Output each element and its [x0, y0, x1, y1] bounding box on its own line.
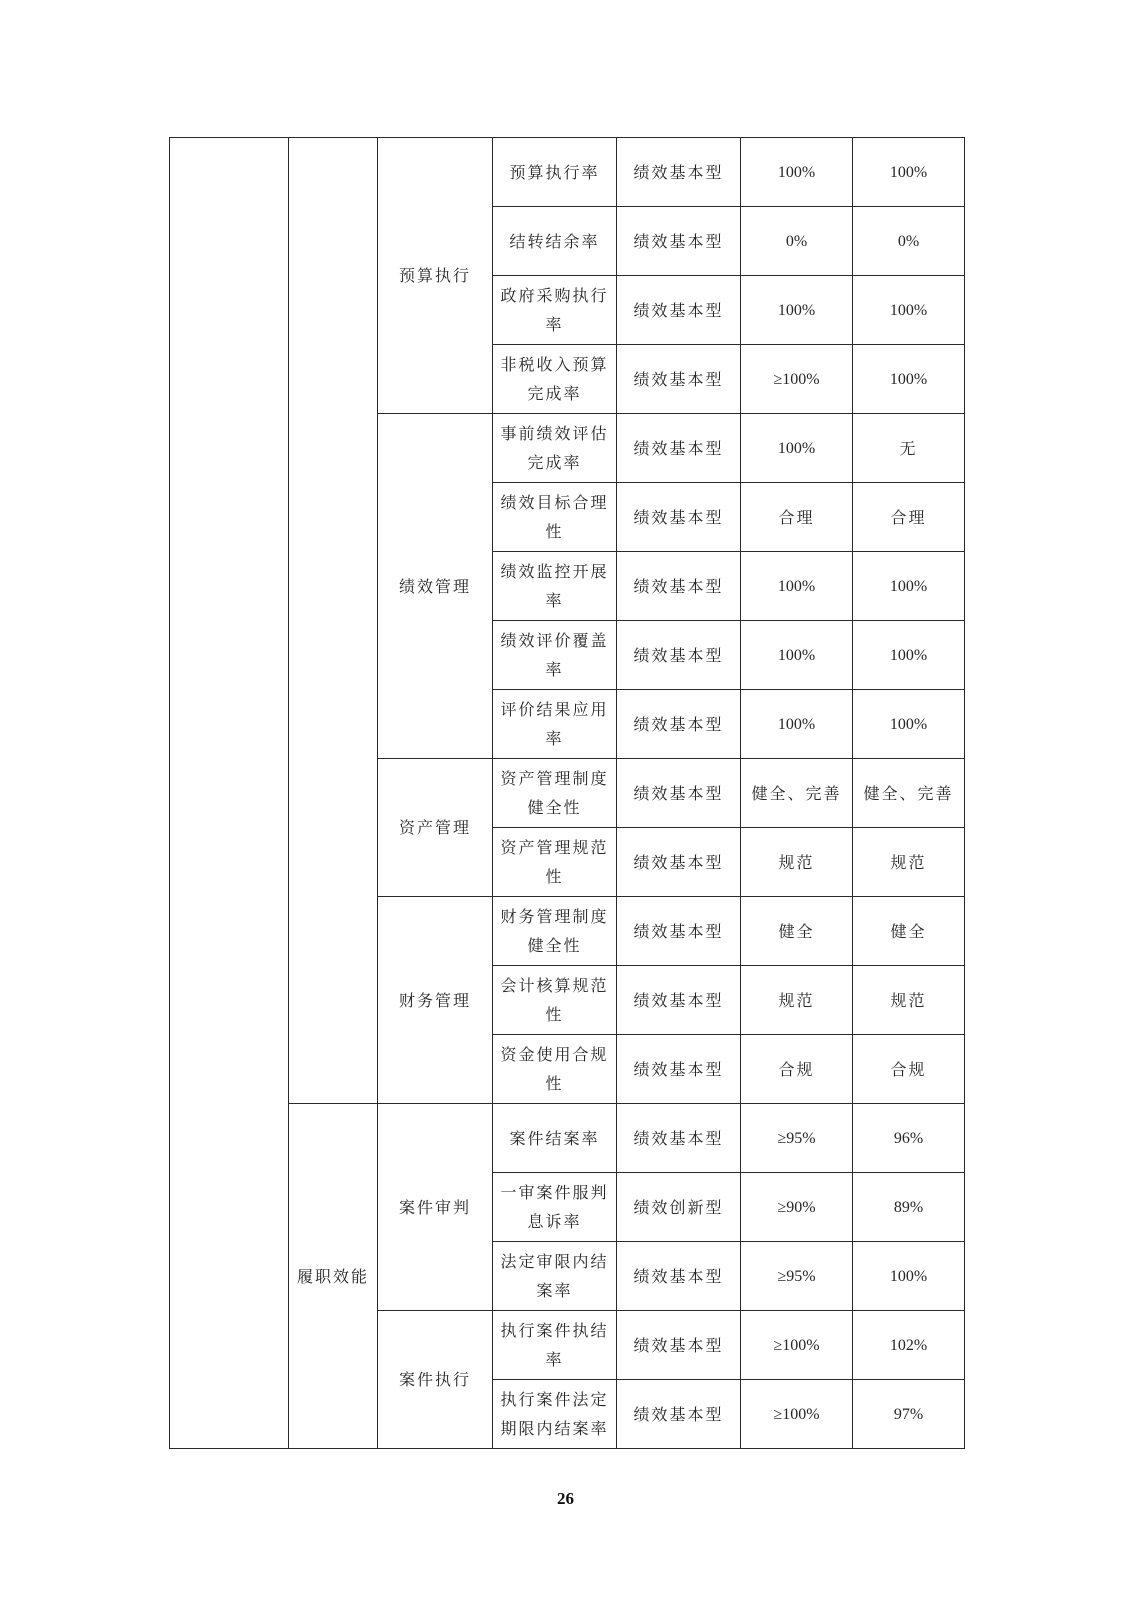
indicator-cell: 执行案件法定期限内结案率 — [493, 1380, 617, 1449]
indicator-cell: 财务管理制度健全性 — [493, 897, 617, 966]
target-cell: 100% — [741, 690, 853, 759]
level3-cell-case-execution: 案件执行 — [378, 1311, 493, 1449]
actual-cell: 100% — [853, 552, 965, 621]
actual-cell: 100% — [853, 138, 965, 207]
target-cell: 100% — [741, 414, 853, 483]
actual-cell: 0% — [853, 207, 965, 276]
level3-cell-budget-execution: 预算执行 — [378, 138, 493, 414]
actual-cell: 规范 — [853, 966, 965, 1035]
actual-cell: 无 — [853, 414, 965, 483]
indicator-cell: 非税收入预算完成率 — [493, 345, 617, 414]
type-cell: 绩效基本型 — [617, 966, 741, 1035]
target-cell: 规范 — [741, 966, 853, 1035]
actual-cell: 健全 — [853, 897, 965, 966]
indicator-cell: 资产管理规范性 — [493, 828, 617, 897]
target-cell: 100% — [741, 276, 853, 345]
indicator-cell: 一审案件服判息诉率 — [493, 1173, 617, 1242]
type-cell: 绩效基本型 — [617, 1311, 741, 1380]
level3-cell-asset-management: 资产管理 — [378, 759, 493, 897]
indicator-cell: 法定审限内结案率 — [493, 1242, 617, 1311]
target-cell: ≥90% — [741, 1173, 853, 1242]
type-cell: 绩效基本型 — [617, 1035, 741, 1104]
level3-cell-case-trial: 案件审判 — [378, 1104, 493, 1311]
indicator-cell: 绩效评价覆盖率 — [493, 621, 617, 690]
level3-cell-financial-management: 财务管理 — [378, 897, 493, 1104]
actual-cell: 89% — [853, 1173, 965, 1242]
indicator-cell: 绩效目标合理性 — [493, 483, 617, 552]
indicator-cell: 事前绩效评估完成率 — [493, 414, 617, 483]
type-cell: 绩效基本型 — [617, 414, 741, 483]
actual-cell: 合理 — [853, 483, 965, 552]
indicator-cell: 评价结果应用率 — [493, 690, 617, 759]
type-cell: 绩效基本型 — [617, 690, 741, 759]
target-cell: 0% — [741, 207, 853, 276]
target-cell: 100% — [741, 138, 853, 207]
type-cell: 绩效基本型 — [617, 621, 741, 690]
actual-cell: 100% — [853, 1242, 965, 1311]
target-cell: ≥100% — [741, 1311, 853, 1380]
indicator-table — [169, 137, 965, 1449]
type-cell: 绩效基本型 — [617, 207, 741, 276]
indicator-cell: 执行案件执结率 — [493, 1311, 617, 1380]
indicator-cell: 绩效监控开展率 — [493, 552, 617, 621]
indicator-cell: 政府采购执行率 — [493, 276, 617, 345]
target-cell: ≥100% — [741, 345, 853, 414]
level3-cell-performance-management: 绩效管理 — [378, 414, 493, 759]
indicator-cell: 预算执行率 — [493, 138, 617, 207]
type-cell: 绩效基本型 — [617, 276, 741, 345]
actual-cell: 102% — [853, 1311, 965, 1380]
type-cell: 绩效基本型 — [617, 483, 741, 552]
actual-cell: 100% — [853, 345, 965, 414]
type-cell: 绩效基本型 — [617, 1104, 741, 1173]
level1-cell — [170, 138, 289, 1449]
target-cell: 合规 — [741, 1035, 853, 1104]
level2-cell — [289, 138, 378, 1104]
target-cell: 100% — [741, 621, 853, 690]
target-cell: ≥100% — [741, 1380, 853, 1449]
type-cell: 绩效创新型 — [617, 1173, 741, 1242]
table-row — [170, 138, 965, 207]
level2-cell-performance-efficiency: 履职效能 — [289, 1104, 378, 1449]
table-row — [170, 1104, 965, 1173]
target-cell: 健全 — [741, 897, 853, 966]
type-cell: 绩效基本型 — [617, 552, 741, 621]
target-cell: 健全、完善 — [741, 759, 853, 828]
actual-cell: 100% — [853, 276, 965, 345]
actual-cell: 96% — [853, 1104, 965, 1173]
type-cell: 绩效基本型 — [617, 138, 741, 207]
target-cell: 合理 — [741, 483, 853, 552]
actual-cell: 97% — [853, 1380, 965, 1449]
indicator-cell: 资产管理制度健全性 — [493, 759, 617, 828]
type-cell: 绩效基本型 — [617, 828, 741, 897]
indicator-cell: 案件结案率 — [493, 1104, 617, 1173]
target-cell: ≥95% — [741, 1242, 853, 1311]
target-cell: 规范 — [741, 828, 853, 897]
indicator-cell: 会计核算规范性 — [493, 966, 617, 1035]
indicator-cell: 结转结余率 — [493, 207, 617, 276]
page-number: 26 — [557, 1489, 574, 1508]
type-cell: 绩效基本型 — [617, 1242, 741, 1311]
actual-cell: 100% — [853, 621, 965, 690]
actual-cell: 合规 — [853, 1035, 965, 1104]
type-cell: 绩效基本型 — [617, 345, 741, 414]
target-cell: ≥95% — [741, 1104, 853, 1173]
actual-cell: 100% — [853, 690, 965, 759]
target-cell: 100% — [741, 552, 853, 621]
actual-cell: 规范 — [853, 828, 965, 897]
indicator-cell: 资金使用合规性 — [493, 1035, 617, 1104]
type-cell: 绩效基本型 — [617, 897, 741, 966]
type-cell: 绩效基本型 — [617, 759, 741, 828]
actual-cell: 健全、完善 — [853, 759, 965, 828]
type-cell: 绩效基本型 — [617, 1380, 741, 1449]
